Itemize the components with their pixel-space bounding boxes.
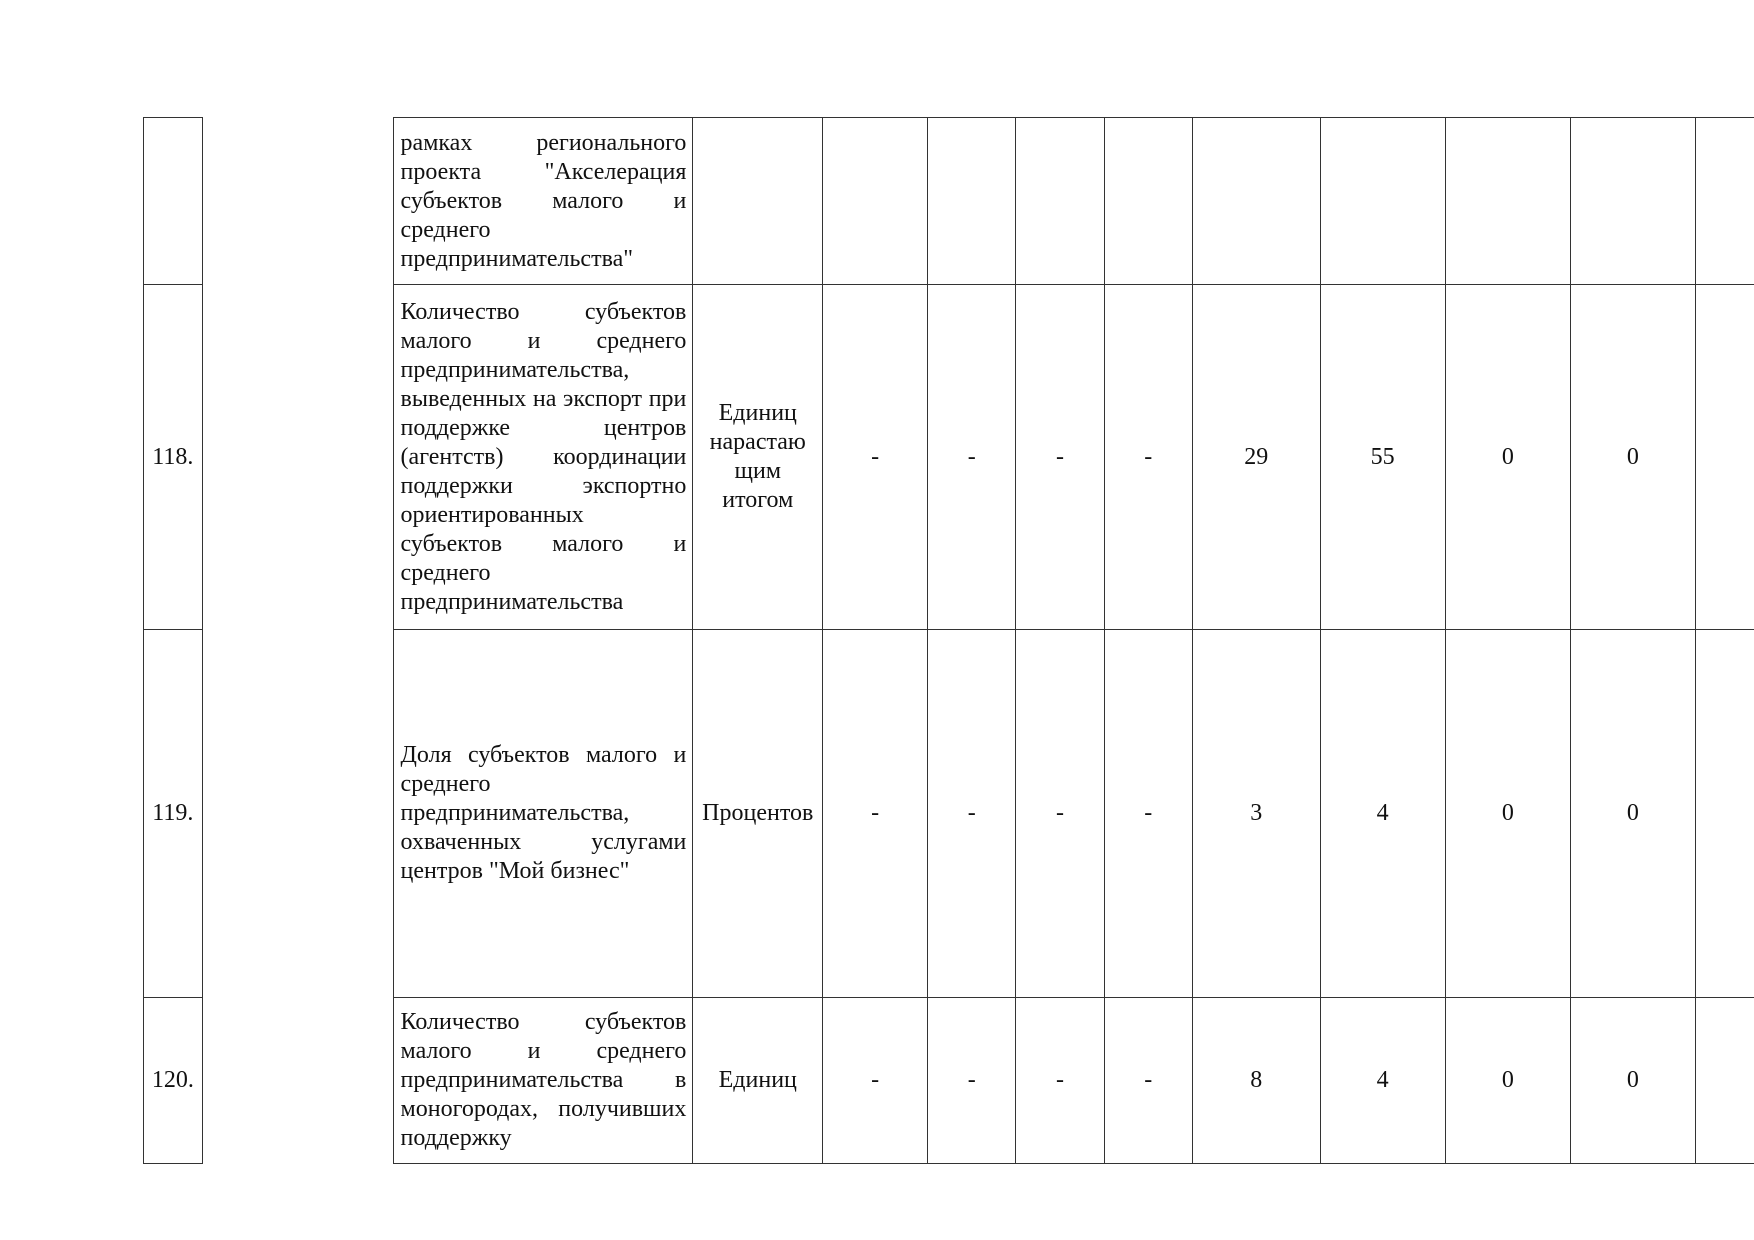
indicator-name: Доля субъектов малого и среднего предпринимательства, охваченных услугами центров "Мой бизнес" bbox=[393, 630, 693, 998]
unit: Единиц bbox=[693, 998, 823, 1164]
empty-column bbox=[202, 630, 393, 998]
value-cell: - bbox=[928, 285, 1016, 630]
value-cell: 0 bbox=[1445, 285, 1571, 630]
value-cell: 55 bbox=[1320, 285, 1445, 630]
value-cell bbox=[1695, 630, 1754, 998]
value-cell: 4 bbox=[1320, 998, 1445, 1164]
empty-column bbox=[202, 285, 393, 630]
unit: Единиц нарастаю щим итогом bbox=[693, 285, 823, 630]
value-cell bbox=[928, 118, 1016, 285]
value-cell: 0 bbox=[1445, 630, 1571, 998]
indicators-table bbox=[143, 117, 1754, 1164]
value-cell: - bbox=[1016, 285, 1104, 630]
table-row bbox=[144, 118, 1754, 285]
value-cell bbox=[823, 118, 928, 285]
value-cell bbox=[1016, 118, 1104, 285]
value-cell: - bbox=[823, 998, 928, 1164]
value-cell bbox=[1104, 118, 1192, 285]
indicator-name: Количество субъектов малого и среднего предпринимательства, выведенных на экспорт при поддержке центров (агентств) координации поддержки экспортно ориентированных субъектов малого и среднего предпринимательства bbox=[393, 285, 693, 630]
value-cell bbox=[1192, 118, 1320, 285]
value-cell: - bbox=[1016, 998, 1104, 1164]
value-cell bbox=[1445, 118, 1571, 285]
value-cell: - bbox=[1104, 630, 1192, 998]
row-number: 118. bbox=[144, 285, 203, 630]
value-cell: 0 bbox=[1571, 998, 1696, 1164]
indicator-name: Количество субъектов малого и среднего предпринимательства в моногородах, получивших поддержку bbox=[393, 998, 693, 1164]
value-cell: - bbox=[1016, 630, 1104, 998]
value-cell: 8 bbox=[1192, 998, 1320, 1164]
value-cell: 4 bbox=[1320, 630, 1445, 998]
value-cell: - bbox=[823, 285, 928, 630]
table-row bbox=[144, 285, 1754, 630]
table-row bbox=[144, 630, 1754, 998]
unit: Процентов bbox=[693, 630, 823, 998]
value-cell bbox=[1695, 998, 1754, 1164]
value-cell bbox=[1695, 118, 1754, 285]
value-cell: - bbox=[928, 630, 1016, 998]
value-cell: 3 bbox=[1192, 630, 1320, 998]
row-number: 120. bbox=[144, 998, 203, 1164]
row-number bbox=[144, 118, 203, 285]
value-cell: - bbox=[928, 998, 1016, 1164]
value-cell: 29 bbox=[1192, 285, 1320, 630]
empty-column bbox=[202, 998, 393, 1164]
value-cell: 0 bbox=[1445, 998, 1571, 1164]
value-cell bbox=[1695, 285, 1754, 630]
value-cell: 0 bbox=[1571, 630, 1696, 998]
value-cell bbox=[1571, 118, 1696, 285]
value-cell: - bbox=[823, 630, 928, 998]
value-cell bbox=[1320, 118, 1445, 285]
unit bbox=[693, 118, 823, 285]
row-number: 119. bbox=[144, 630, 203, 998]
empty-column bbox=[202, 118, 393, 285]
value-cell: - bbox=[1104, 285, 1192, 630]
value-cell: 0 bbox=[1571, 285, 1696, 630]
value-cell: - bbox=[1104, 998, 1192, 1164]
indicator-name: рамках регионального проекта "Акселерация субъектов малого и среднего предпринимательства" bbox=[393, 118, 693, 285]
table-row bbox=[144, 998, 1754, 1164]
